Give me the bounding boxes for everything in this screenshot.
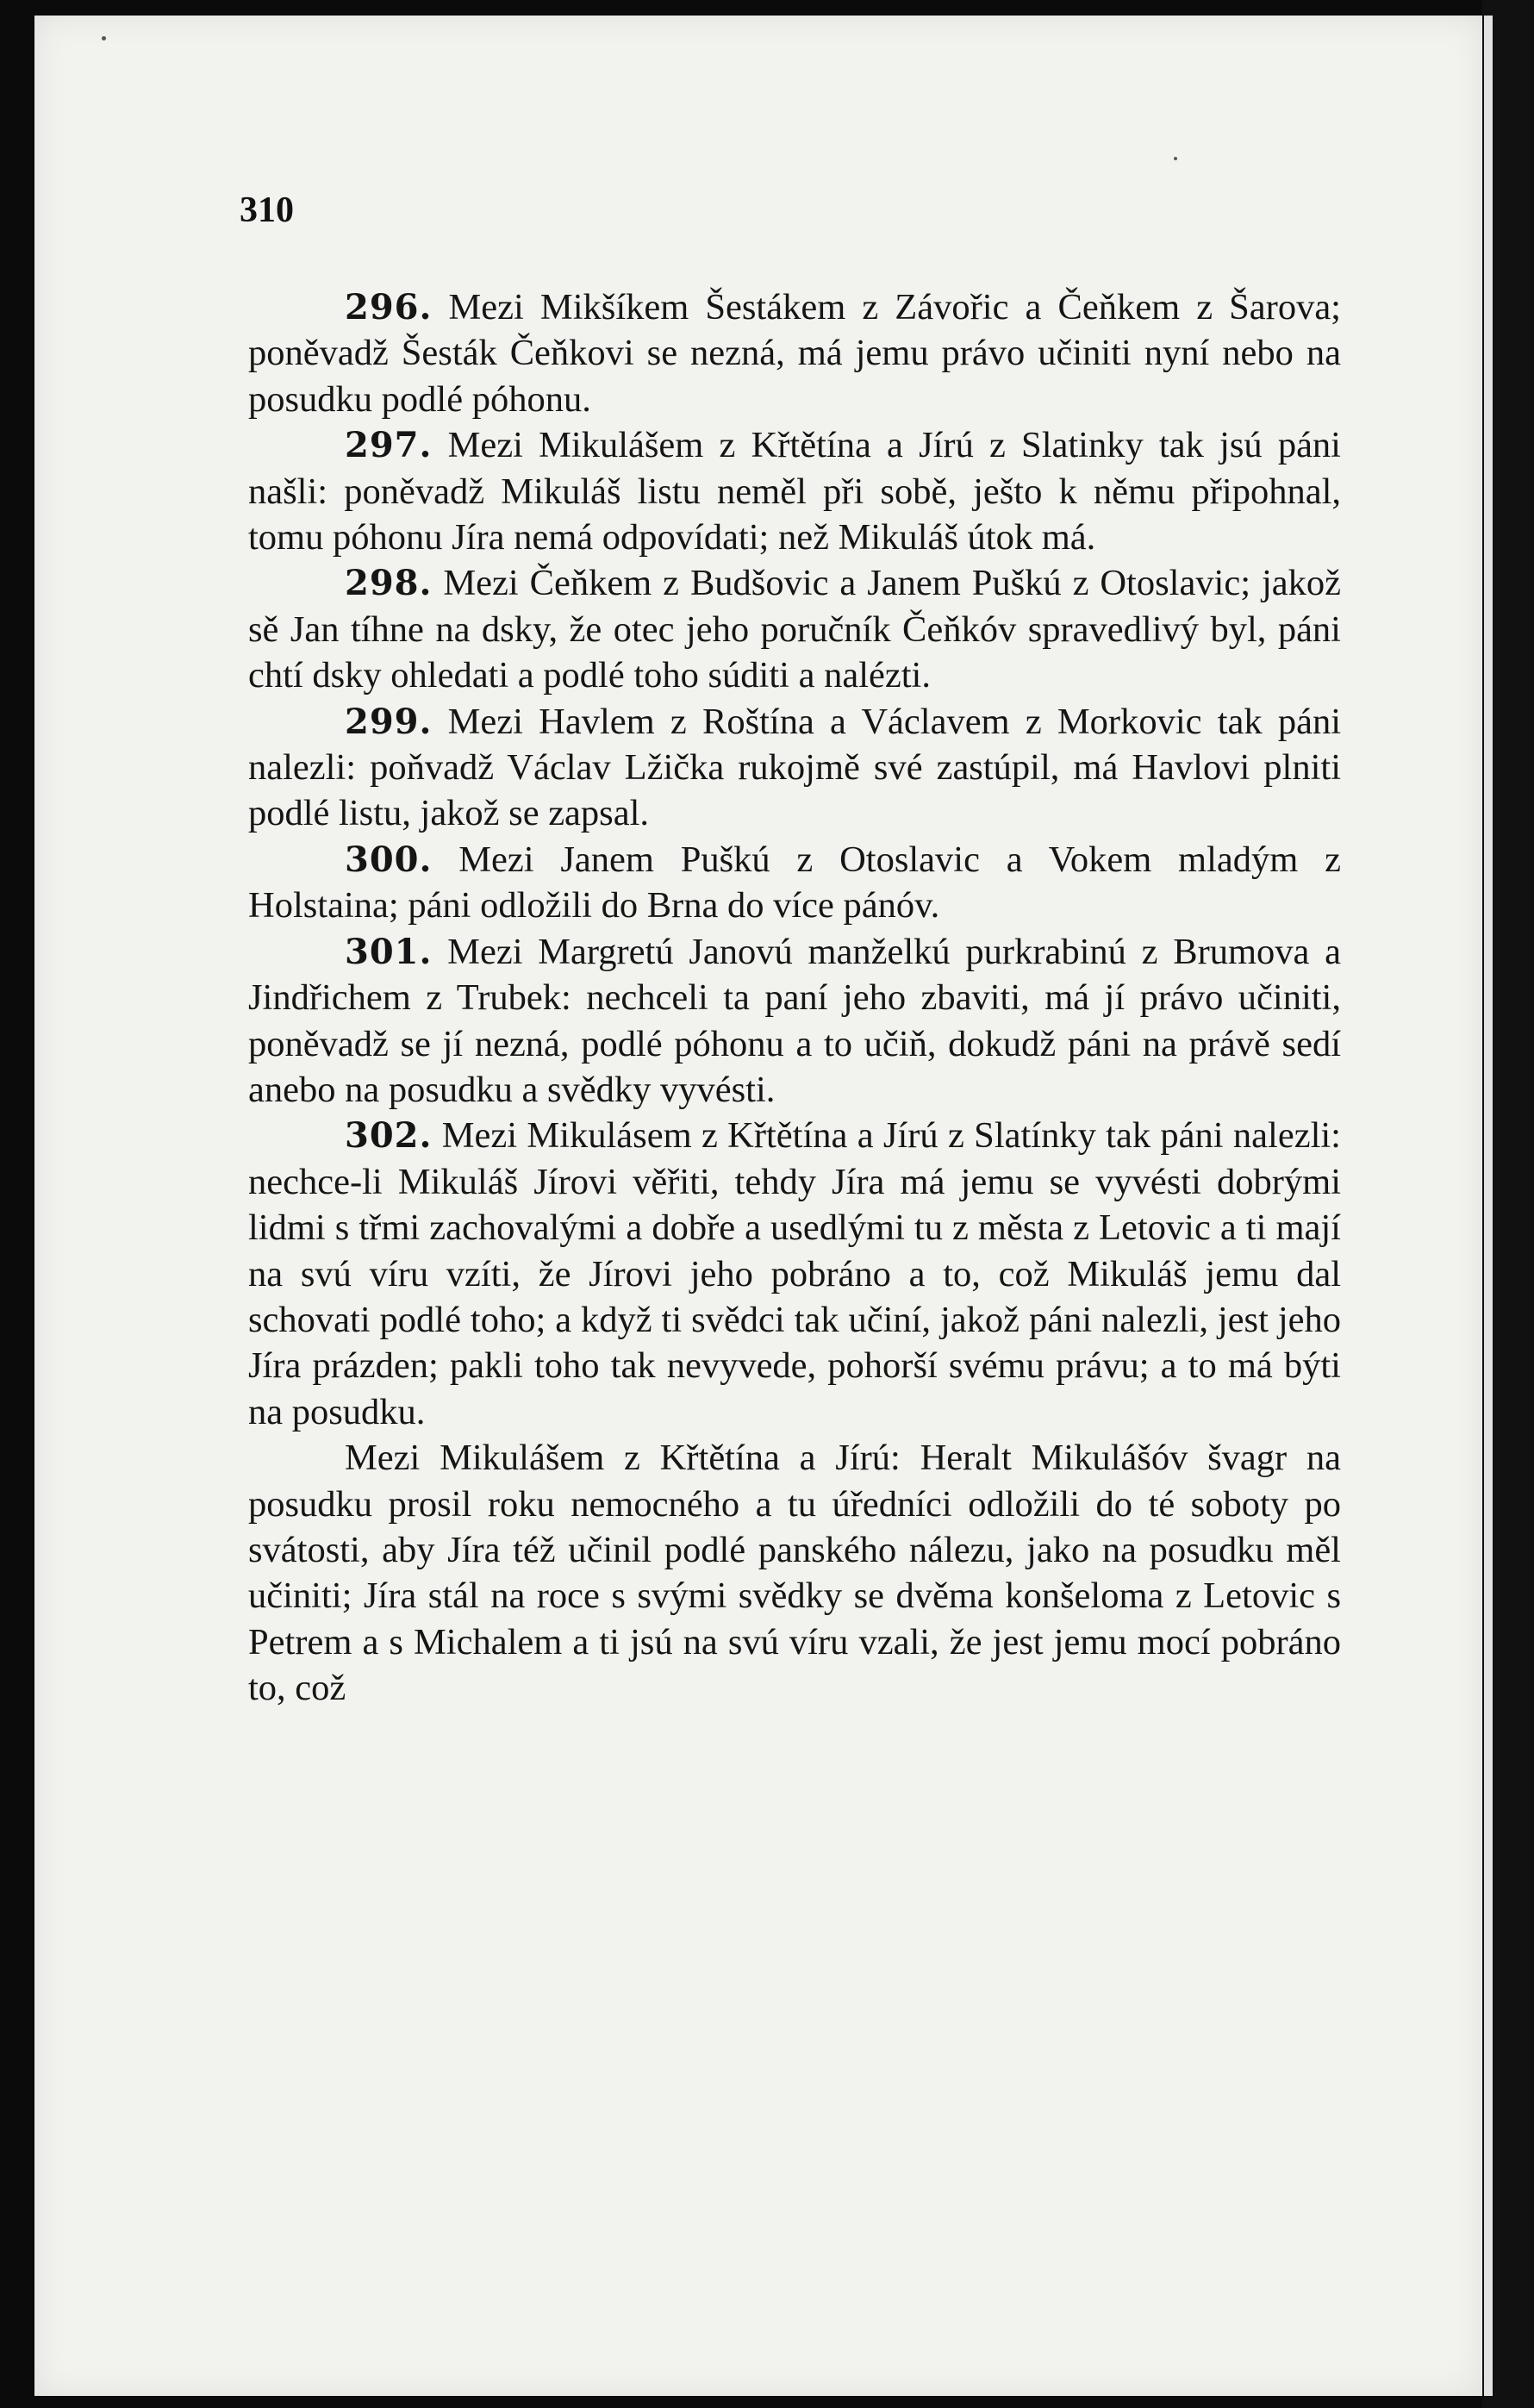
entry-text: Mezi Čeňkem z Budšovic a Janem Puškú z Otoslavic; jakož sě Jan tíhne na dsky, že otec jeho poručník Čeňkóv spravedlivý byl, páni chtí dsky ohledati a podlé toho súditi a nalézti. bbox=[248, 563, 1341, 696]
entry-number: 298. bbox=[345, 563, 433, 604]
paragraph-continuation bbox=[248, 1435, 1341, 1711]
entry-number: 300. bbox=[345, 839, 433, 880]
paragraph-298 bbox=[248, 560, 1341, 698]
page-edge-strip bbox=[1484, 16, 1493, 2396]
entry-number: 297. bbox=[345, 425, 433, 466]
paragraph-302 bbox=[248, 1113, 1341, 1435]
paragraph-300 bbox=[248, 837, 1341, 929]
paragraph-296 bbox=[248, 284, 1341, 422]
dust-speck bbox=[102, 36, 106, 41]
entry-text: Mezi Mikulášem z Křtětína a Jírú z Slatinky tak jsú páni našli: poněvadž Mikuláš listu neměl při sobě, ješto k němu připohnal, tomu póhonu Jíra nemá odpovídati; než Mikuláš útok má. bbox=[248, 425, 1341, 558]
dust-speck bbox=[1174, 157, 1177, 160]
entry-number: 301. bbox=[345, 931, 433, 972]
document-body bbox=[248, 284, 1341, 1712]
entry-number: 299. bbox=[345, 701, 433, 742]
entry-text: Mezi Mikšíkem Šestákem z Závořic a Čeňkem z Šarova; poněvadž Šesták Čeňkovi se nezná, má jemu právo učiniti nyní nebo na posudku podlé póhonu. bbox=[248, 287, 1341, 420]
entry-text: Mezi Mikulásem z Křtětína a Jírú z Slatínky tak páni nalezli: nechce-li Mikuláš Jírovi věřiti, tehdy Jíra má jemu se vyvésti dobrými lidmi s třmi zachovalými a dobře a usedlými tu z města z Letovic a ti mají na svú víru vzíti, že Jírovi jeho pobráno a to, což Mikuláš jemu dal schovati podlé toho; a když ti svědci tak učiní, jakož páni nalezli, jest jeho Jíra prázden; pakli toho tak nevyvede, pohorší svému právu; a to má býti na posudku. bbox=[248, 1115, 1341, 1432]
entry-number: 302. bbox=[345, 1115, 433, 1157]
paragraph-301 bbox=[248, 929, 1341, 1114]
entry-text: Mezi Mikulášem z Křtětína a Jírú: Heralt Mikulášóv švagr na posudku prosil roku nemocného a tu úředníci odložili do té soboty po svátosti, aby Jíra též učinil podlé panského nálezu, jako na posudku měl učiniti; Jíra stál na roce s svými svědky se dvěma konšeloma z Letovic s Petrem a s Michalem a ti jsú na svú víru vzali, že jest jemu mocí pobráno to, což bbox=[248, 1438, 1341, 1709]
entry-text: Mezi Margretú Janovú manželkú purkrabinú z Brumova a Jindřichem z Trubek: nechceli ta paní jeho zbaviti, má jí právo učiniti, poněvadž se jí nezná, podlé póhonu a to učiň, dokudž páni na právě sedí anebo na posudku a svědky vyvésti. bbox=[248, 931, 1342, 1110]
entry-text: Mezi Havlem z Roštína a Václavem z Morkovic tak páni nalezli: poňvadž Václav Lžička rukojmě své zastúpil, má Havlovi plniti podlé listu, jakož se zapsal. bbox=[248, 701, 1341, 834]
entry-number: 296. bbox=[345, 287, 433, 328]
page-number: 310 bbox=[240, 190, 294, 230]
paragraph-299 bbox=[248, 699, 1341, 837]
paragraph-297 bbox=[248, 422, 1341, 560]
entry-text: Mezi Janem Puškú z Otoslavic a Vokem mladým z Holstaina; páni odložili do Brna do více pánóv. bbox=[248, 839, 1342, 926]
